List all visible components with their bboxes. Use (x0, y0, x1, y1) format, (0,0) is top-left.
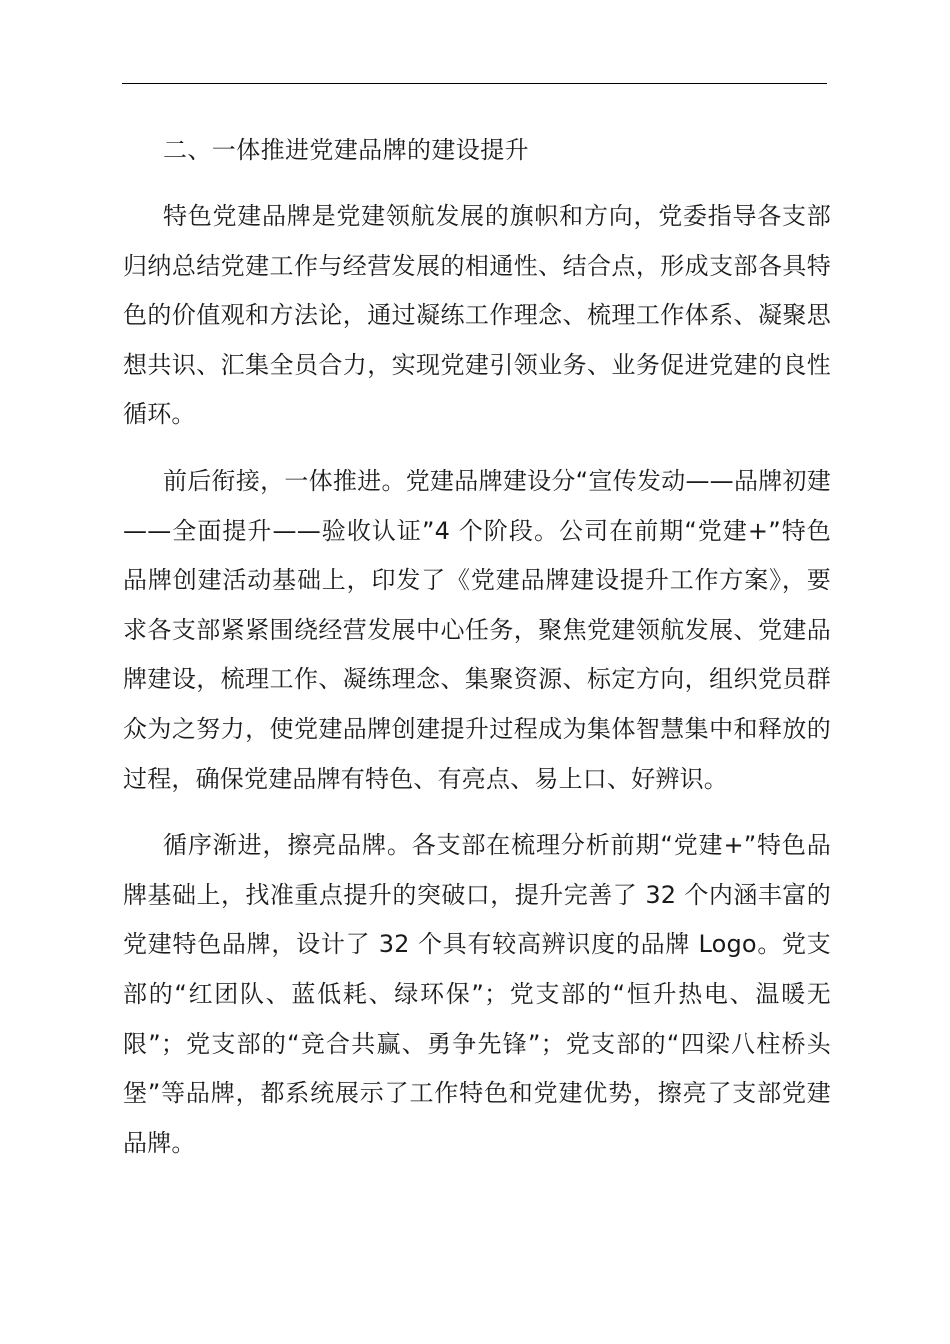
paragraph-integration: 前后衔接，一体推进。党建品牌建设分“宣传发动——品牌初建——全面提升——验收认证”4 个阶段。公司在前期“党建+”特色品牌创建活动基础上，印发了《党建品牌建设提升工作方案》，要求各支部紧紧围绕经营发展中心任务，聚焦党建领航发展、党建品牌建设，梳理工作、凝练理念、集聚资源、标定方向，组织党员群众为之努力，使党建品牌创建提升过程成为集体智慧集中和释放的过程，确保党建品牌有特色、有亮点、易上口、好辨识。 (123, 466, 831, 793)
paragraph-intro: 特色党建品牌是党建领航发展的旗帜和方向，党委指导各支部归纳总结党建工作与经营发展的相通性、结合点，形成支部各具特色的价值观和方法论，通过凝练工作理念、梳理工作体系、凝聚思想共识、汇集全员合力，实现党建引领业务、业务促进党建的良性循环。 (123, 202, 831, 429)
header-rule (122, 83, 827, 84)
section-heading: 二、一体推进党建品牌的建设提升 (163, 136, 529, 164)
document-body (123, 128, 831, 1168)
paragraph-brand-polish: 循序渐进，擦亮品牌。各支部在梳理分析前期“党建+”特色品牌基础上，找准重点提升的突破口，提升完善了 32 个内涵丰富的党建特色品牌，设计了 32 个具有较高辨识度的品牌 Logo。党支部的“红团队、蓝低耗、绿环保”；党支部的“恒升热电、温暖无限”；党支部的“竞合共赢、勇争先锋”；党支部的“四梁八柱桥头堡”等品牌，都系统展示了工作特色和党建优势，擦亮了支部党建品牌。 (123, 831, 831, 1157)
